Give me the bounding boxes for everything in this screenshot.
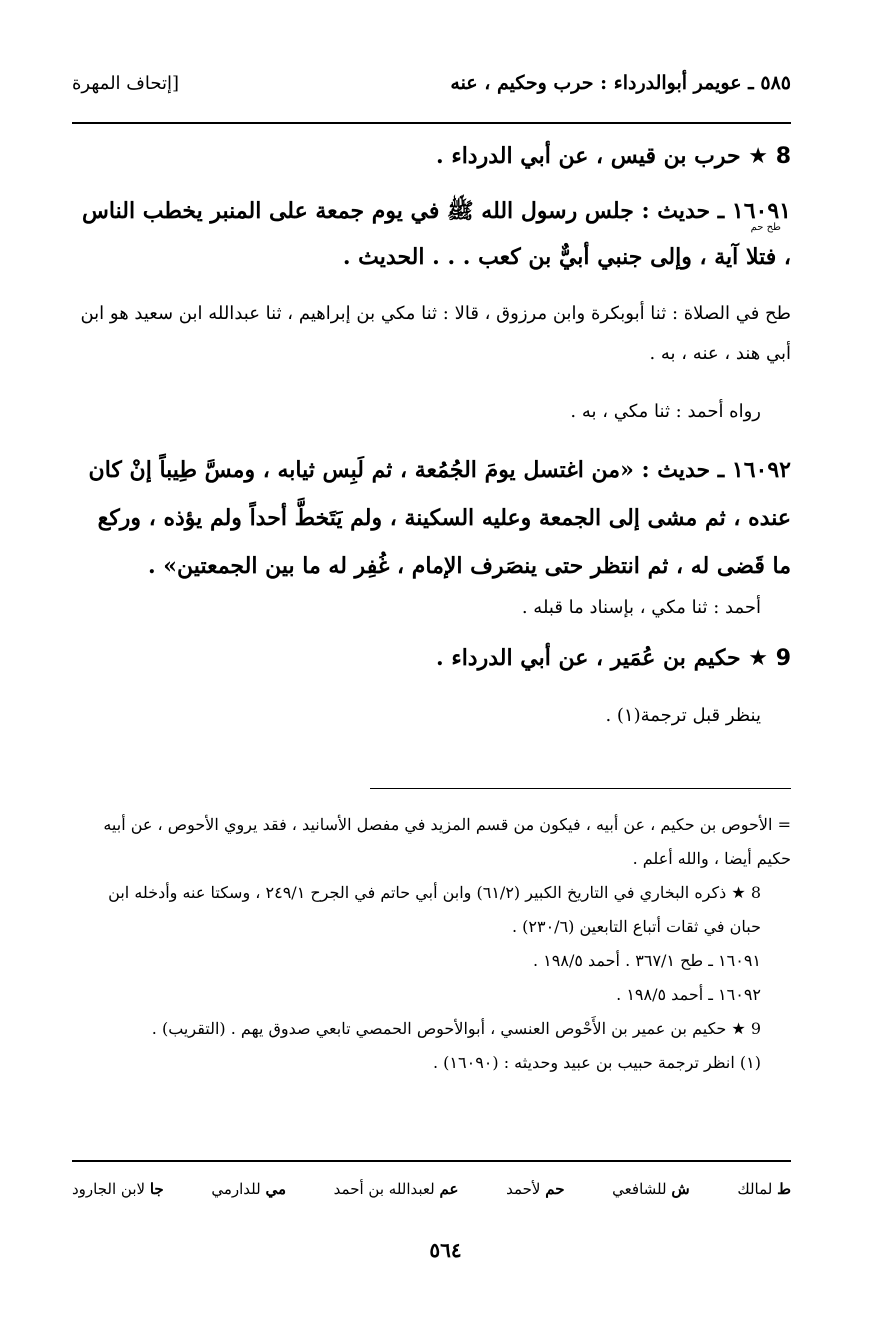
abbreviation-item: ش للشافعي <box>612 1180 690 1198</box>
footnote: 8 ★ ذكره البخاري في التاريخ الكبير (٦١/٢) وابن أبي حاتم في الجرح ٢٤٩/١ ، وسكتا عنه وأدخله ابن حبان في ثقات أتباع التابعين (٢٣٠/٦) . <box>108 883 761 936</box>
isnad-text: طح في الصلاة : ثنا أبوبكرة وابن مرزوق ، قالا : ثنا مكي بن إبراهيم ، ثنا عبدالله ابن سعيد هو ابن أبي هند ، عنه ، به . <box>80 303 791 364</box>
entry-marker: 8 ★ <box>748 144 791 169</box>
footnote: ١٦٠٩٢ ـ أحمد ١٩٨/٥ . <box>616 985 761 1004</box>
abbreviation-item: حم لأحمد <box>506 1180 565 1198</box>
header-rule <box>72 122 791 124</box>
hadith-16091 <box>72 188 791 280</box>
note-text: ينظر قبل ترجمة(١) . <box>605 705 761 726</box>
hadith-16091-chain <box>72 294 791 374</box>
hadith-text: ١٦٠٩١ ـ حديث : جلس رسول الله ﷺ في يوم جمعة على المنبر يخطب الناس ، فتلا آية ، وإلى جنبي أبيٌّ بن كعب . . . الحديث . <box>82 198 791 270</box>
footnote-rule <box>370 788 791 789</box>
entry-9-note <box>72 696 791 736</box>
entry-title: حكيم بن عُمَير ، عن أبي الدرداء . <box>436 645 741 671</box>
page-number: ٥٦٤ <box>429 1238 462 1262</box>
book-title: [إتحاف المهرة <box>72 73 180 94</box>
hadith-16091-ahmad <box>72 392 791 432</box>
hadith-16092-ahmad <box>72 588 791 628</box>
ahmad-text: أحمد : ثنا مكي ، بإسناد ما قبله . <box>521 597 761 618</box>
entry-8-heading <box>72 134 791 179</box>
footnote: ١٦٠٩١ ـ طح ٣٦٧/١ . أحمد ١٩٨/٥ . <box>532 951 761 970</box>
footnotes <box>72 808 791 1080</box>
abbreviation-item: ط لمالك <box>737 1180 791 1198</box>
footnote: (١) انظر ترجمة حبيب بن عبيد وحديثه : (١٦٠٩٠) . <box>432 1053 761 1072</box>
hadith-sigla: طح حم <box>750 222 781 233</box>
footnote: = الأحوص بن حكيم ، عن أبيه ، فيكون من قسم المزيد في مفصل الأسانيد ، فقد يروي الأحوص ، عن أبيه حكيم أيضا ، والله أعلم . <box>103 815 791 868</box>
entry-title: حرب بن قيس ، عن أبي الدرداء . <box>436 143 741 169</box>
abbreviation-item: جا لابن الجارود <box>72 1180 164 1198</box>
entry-9-heading <box>72 636 791 681</box>
running-header <box>72 72 791 94</box>
abbreviation-rule <box>72 1160 791 1162</box>
abbreviation-key <box>72 1180 791 1198</box>
abbreviation-item: عم لعبدالله بن أحمد <box>333 1180 459 1198</box>
chapter-title: ٥٨٥ ـ عويمر أبوالدرداء : حرب وحكيم ، عنه <box>450 72 791 94</box>
footnote: 9 ★ حكيم بن عمير بن الأَحْوص العنسي ، أبوالأحوص الحمصي تابعي صدوق يهم . (التقريب) . <box>151 1019 761 1038</box>
abbreviation-item: مي للدارمي <box>211 1180 287 1198</box>
entry-marker: 9 ★ <box>748 646 791 671</box>
hadith-text: ١٦٠٩٢ ـ حديث : «من اغتسل يومَ الجُمُعة ، ثم لَبِس ثيابه ، ومسَّ طِيباً إنْ كان عنده ، ثم مشى إلى الجمعة وعليه السكينة ، ولم يَتَخطَّ أحداً ولم يؤذه ، وركع ما قَضى له ، ثم انتظر حتى ينصَرف الإمام ، غُفِر له ما بين الجمعتين» . <box>88 457 791 579</box>
hadith-16092 <box>72 446 791 590</box>
ahmad-text: رواه أحمد : ثنا مكي ، به . <box>570 401 761 422</box>
